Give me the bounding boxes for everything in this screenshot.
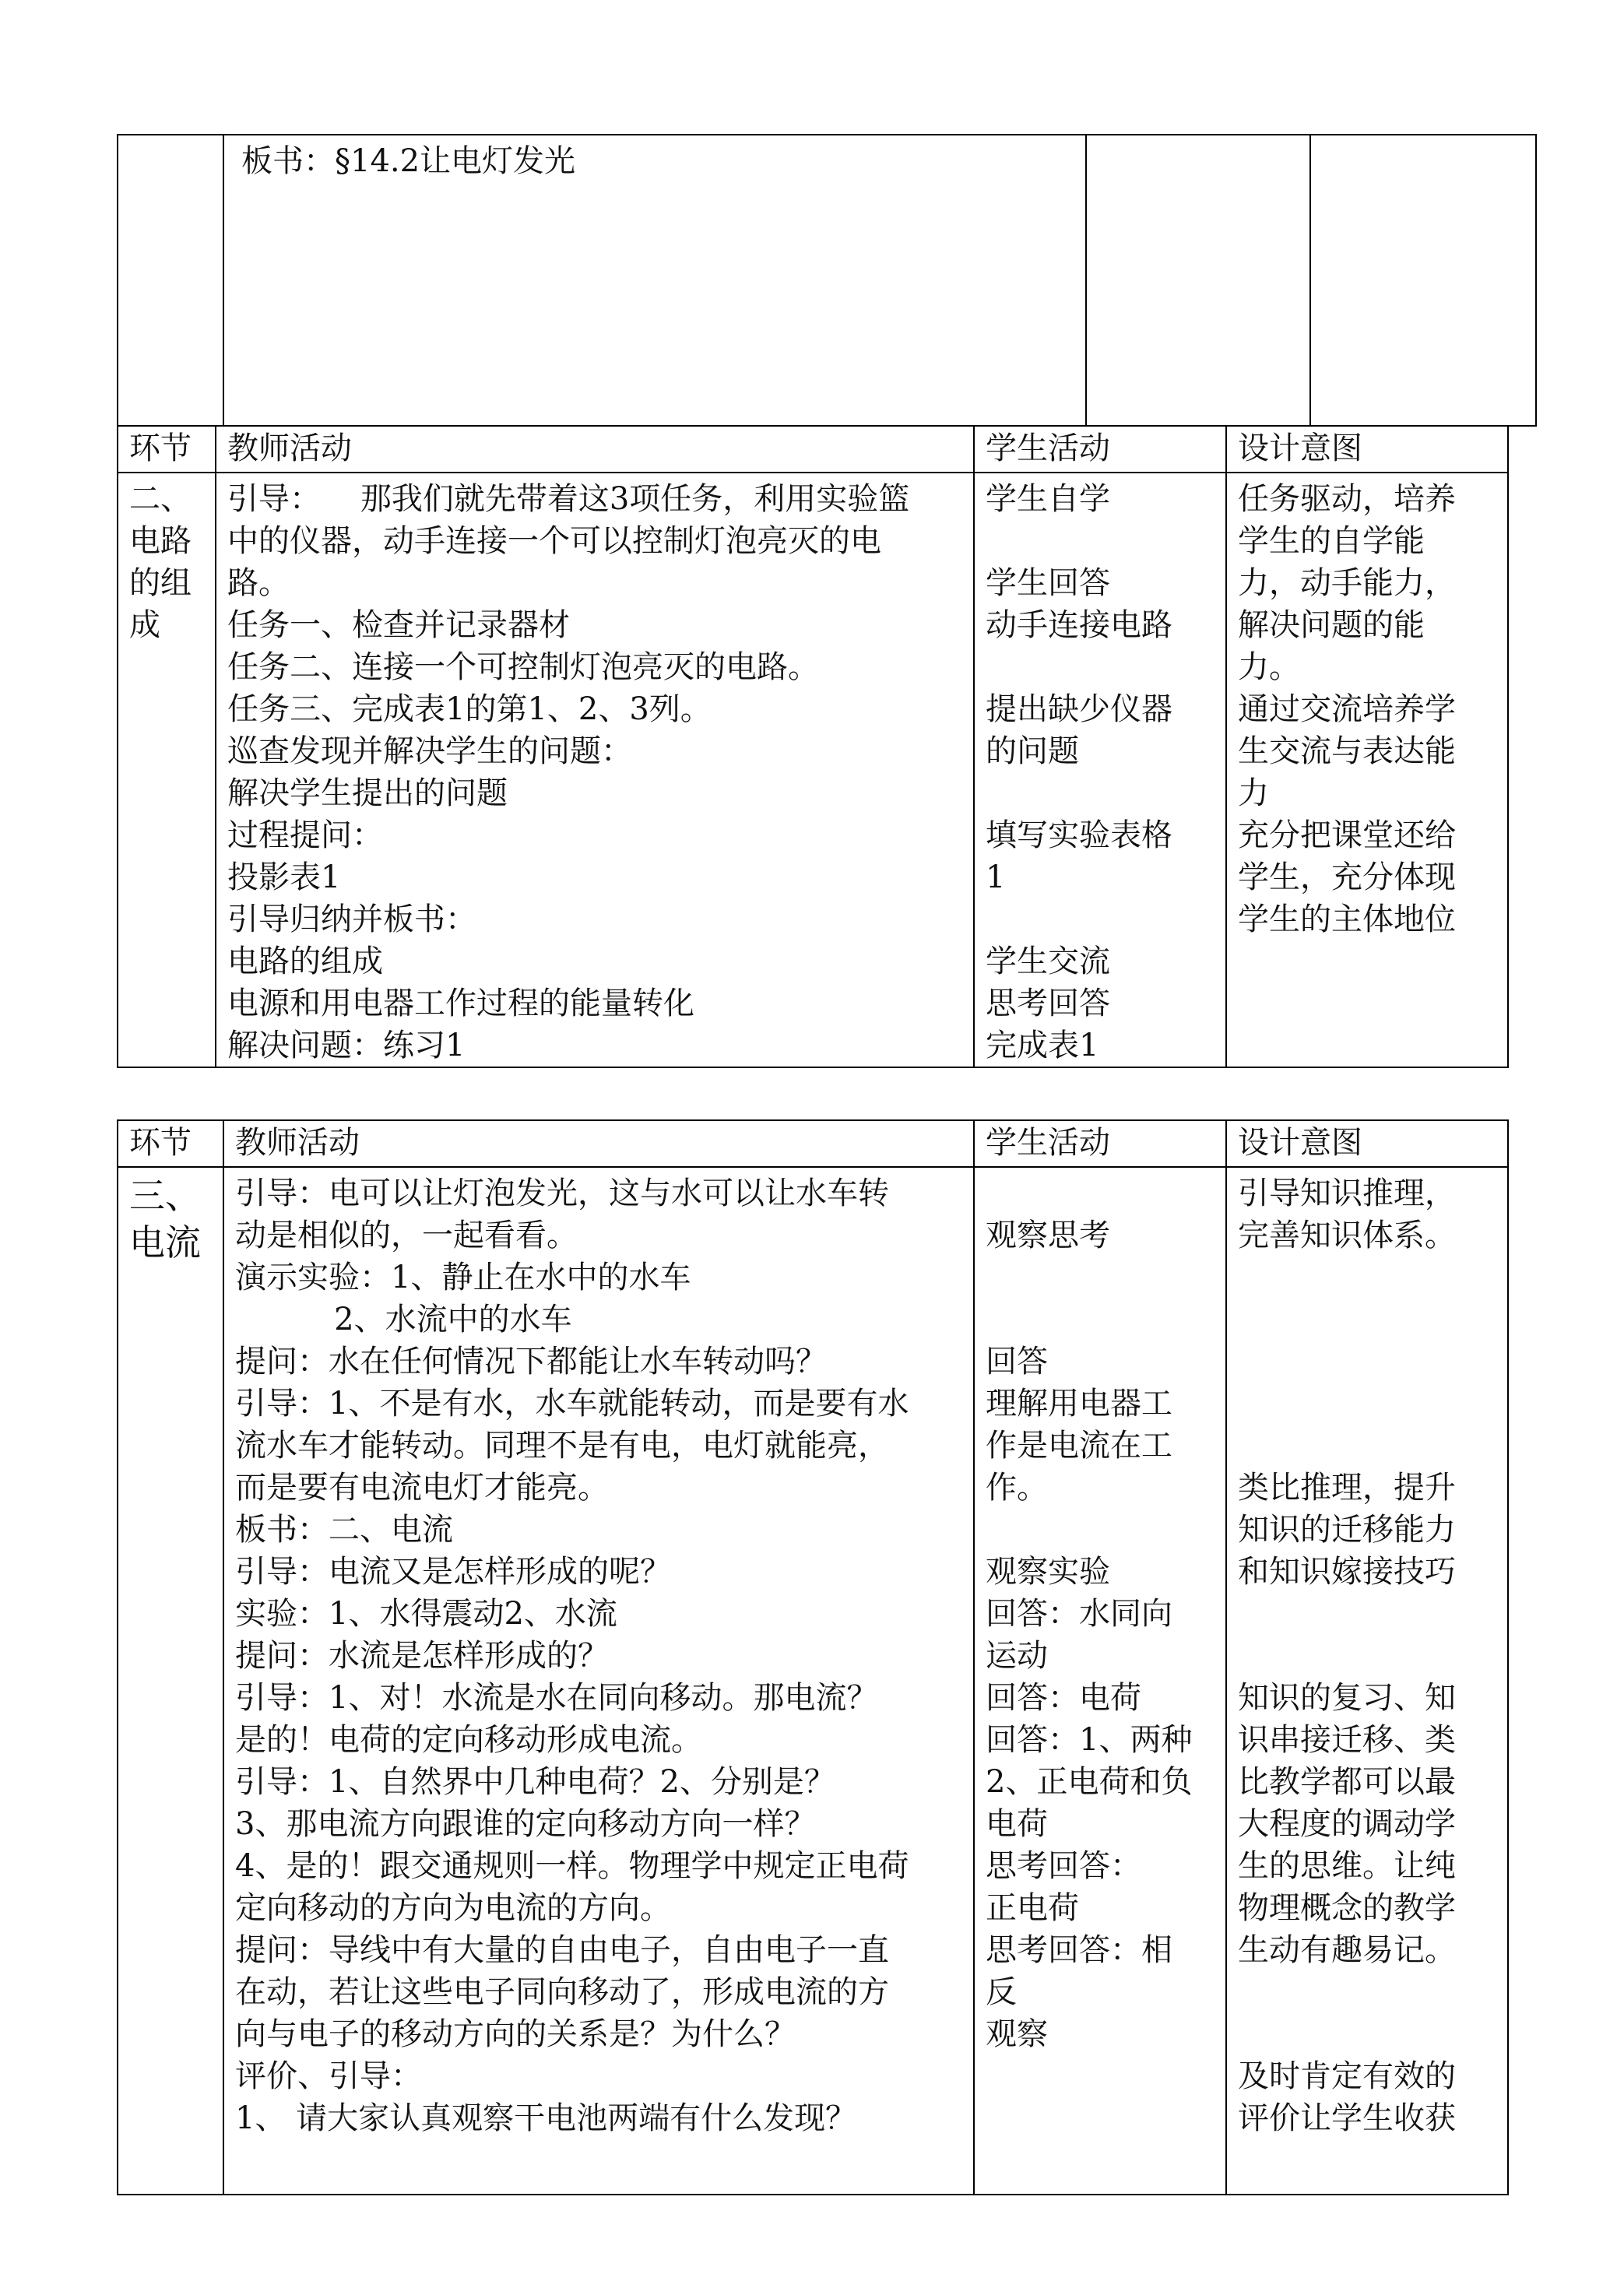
student-activity-line: 思考回答： — [986, 1848, 1141, 1884]
header-design: 设计意图 — [1226, 426, 1508, 473]
header-section: 环节 — [118, 426, 216, 473]
header-student: 学生活动 — [974, 426, 1226, 473]
teacher-activity-line: 巡查发现并解决学生的问题： — [227, 733, 632, 769]
teacher-activity-line: 4、是的！跟交通规则一样。物理学中规定正电荷 — [235, 1848, 909, 1884]
section2-table — [117, 425, 1509, 1068]
student-activity-line: 1 — [986, 859, 1006, 895]
design-intent-line: 充分把课堂还给 — [1238, 817, 1456, 853]
student-activity-line: 运动 — [986, 1638, 1048, 1674]
section2-header-row — [118, 426, 1508, 473]
student-activity-line: 理解用电器工 — [986, 1386, 1172, 1422]
teacher-activity-line: 而是要有电流电灯才能亮。 — [235, 1470, 609, 1506]
teacher-activity-line: 动是相似的，一起看看。 — [235, 1218, 578, 1253]
header-teacher: 教师活动 — [216, 426, 974, 473]
student-activity-line: 提出缺少仪器 — [986, 691, 1172, 727]
board-content-cell — [223, 135, 1086, 426]
teacher-activity-line: 提问：水在任何情况下都能让水车转动吗？ — [235, 1344, 827, 1379]
design-intent-line: 学生的主体地位 — [1238, 901, 1456, 937]
design-intent-line: 力，动手能力， — [1238, 565, 1456, 601]
section3-body-row — [118, 1167, 1508, 2195]
design-intent-line: 任务驱动，培养 — [1238, 481, 1456, 517]
teacher-activity-line: 板书：二、电流 — [235, 1512, 453, 1548]
teacher-activity-line: 实验：1、水得震动2、水流 — [235, 1596, 617, 1632]
design-intent-line: 生的思维。让纯 — [1238, 1848, 1456, 1884]
design-intent-line: 物理概念的教学 — [1238, 1890, 1456, 1926]
section-label-line: 二、 — [129, 481, 192, 517]
teacher-activity-line: 2、水流中的水车 — [235, 1302, 572, 1337]
teacher-activity-line: 过程提问： — [227, 817, 383, 853]
student-activity-line — [986, 520, 1214, 562]
teacher-activity-line: 解决问题：练习1 — [227, 1028, 466, 1063]
student-activity-line — [986, 1172, 1214, 1214]
student-activity-line: 回答：电荷 — [986, 1680, 1141, 1716]
section2-design — [1226, 473, 1508, 1067]
design-intent-line — [1238, 1425, 1496, 1467]
teacher-activity-line: 向与电子的移动方向的关系是？为什么？ — [235, 2016, 796, 2052]
design-intent-line — [1238, 2013, 1496, 2055]
design-intent-line: 力 — [1238, 775, 1269, 811]
design-intent-line: 大程度的调动学 — [1238, 1806, 1456, 1842]
section3-label — [118, 1167, 223, 2195]
student-activity-line — [986, 1299, 1214, 1341]
design-intent-line — [1238, 1383, 1496, 1425]
student-activity-line: 填写实验表格 — [986, 817, 1172, 853]
teacher-activity-line: 引导：电可以让灯泡发光，这与水可以让水车转 — [235, 1176, 889, 1211]
board-student-cell — [1086, 135, 1310, 426]
design-intent-line — [1238, 1593, 1496, 1635]
student-activity-line: 完成表1 — [986, 1028, 1099, 1063]
section2-label — [118, 473, 216, 1067]
design-intent-line: 完善知识体系。 — [1238, 1218, 1456, 1253]
header-teacher: 教师活动 — [223, 1120, 974, 1167]
student-activity-line: 观察 — [986, 2016, 1048, 2052]
teacher-activity-line: 演示实验：1、静止在水中的水车 — [235, 1260, 691, 1295]
design-intent-line: 学生，充分体现 — [1238, 859, 1456, 895]
section3-table — [117, 1119, 1509, 2195]
teacher-activity-line: 中的仪器，动手连接一个可以控制灯泡亮灭的电 — [227, 523, 881, 559]
section3-student — [974, 1167, 1226, 2195]
student-activity-line — [986, 646, 1214, 688]
design-intent-line: 学生的自学能 — [1238, 523, 1425, 559]
student-activity-line: 学生自学 — [986, 481, 1110, 517]
design-intent-line: 类比推理，提升 — [1238, 1470, 1456, 1506]
design-intent-line: 知识的迁移能力 — [1238, 1512, 1456, 1548]
student-activity-line: 作。 — [986, 1470, 1048, 1506]
teacher-activity-line: 解决学生提出的问题 — [227, 775, 508, 811]
student-activity-line: 回答：1、两种 — [986, 1722, 1193, 1758]
design-intent-line: 力。 — [1238, 649, 1300, 685]
teacher-activity-line: 引导：1、自然界中几种电荷？2、分别是？ — [235, 1764, 835, 1800]
design-intent-line: 知识的复习、知 — [1238, 1680, 1456, 1716]
design-intent-line: 及时肯定有效的 — [1238, 2058, 1456, 2094]
student-activity-line: 2、正电荷和负 — [986, 1764, 1193, 1800]
student-activity-line: 观察实验 — [986, 1554, 1110, 1590]
teacher-activity-line: 在动，若让这些电子同向移动了，形成电流的方 — [235, 1974, 889, 2010]
student-activity-line: 的问题 — [986, 733, 1079, 769]
header-student: 学生活动 — [974, 1120, 1226, 1167]
student-activity-line: 作是电流在工 — [986, 1428, 1172, 1464]
student-activity-line: 观察思考 — [986, 1218, 1110, 1253]
board-table — [117, 134, 1537, 427]
board-section-cell — [118, 135, 223, 426]
teacher-activity-line: 引导：电流又是怎样形成的呢？ — [235, 1554, 671, 1590]
design-intent-line: 评价让学生收获 — [1238, 2100, 1456, 2136]
teacher-activity-line: 引导：1、对！水流是水在同向移动。那电流？ — [235, 1680, 878, 1716]
design-intent-line: 比教学都可以最 — [1238, 1764, 1456, 1800]
student-activity-line: 电荷 — [986, 1806, 1048, 1842]
board-line: 板书：§14.2让电灯发光 — [241, 143, 576, 179]
teacher-activity-line: 电源和用电器工作过程的能量转化 — [227, 986, 694, 1021]
design-intent-line: 生交流与表达能 — [1238, 733, 1456, 769]
design-intent-line: 通过交流培养学 — [1238, 691, 1456, 727]
section3-teacher — [223, 1167, 974, 2195]
teacher-activity-line: 1、 请大家认真观察干电池两端有什么发现？ — [235, 2100, 857, 2136]
section2-teacher — [216, 473, 974, 1067]
design-intent-line — [1238, 1256, 1496, 1299]
student-activity-line: 学生回答 — [986, 565, 1110, 601]
section-label-line: 电流 — [129, 1221, 201, 1263]
student-activity-line — [986, 898, 1214, 940]
section2-body-row — [118, 473, 1508, 1067]
design-intent-line: 引导知识推理， — [1238, 1176, 1456, 1211]
section3-design — [1226, 1167, 1508, 2195]
design-intent-line: 识串接迁移、类 — [1238, 1722, 1456, 1758]
teacher-activity-line: 任务一、检查并记录器材 — [227, 607, 570, 643]
teacher-activity-line: 3、那电流方向跟谁的定向移动方向一样？ — [235, 1806, 816, 1842]
teacher-activity-line: 定向移动的方向为电流的方向。 — [235, 1890, 671, 1926]
section-label-line: 的组 — [129, 565, 192, 601]
section-label-line: 成 — [129, 607, 160, 643]
design-intent-line — [1238, 1299, 1496, 1341]
student-activity-line: 正电荷 — [986, 1890, 1079, 1926]
teacher-activity-line: 是的！电荷的定向移动形成电流。 — [235, 1722, 702, 1758]
teacher-activity-line: 路。 — [227, 565, 290, 601]
teacher-activity-line: 电路的组成 — [227, 944, 383, 979]
student-activity-line — [986, 1509, 1214, 1551]
student-activity-line — [986, 1256, 1214, 1299]
design-intent-line: 生动有趣易记。 — [1238, 1932, 1456, 1968]
design-intent-line: 和知识嫁接技巧 — [1238, 1554, 1456, 1590]
teacher-activity-line: 引导归纳并板书： — [227, 901, 476, 937]
student-activity-line: 学生交流 — [986, 944, 1110, 979]
student-activity-line: 动手连接电路 — [986, 607, 1172, 643]
design-intent-line — [1238, 1341, 1496, 1383]
teacher-activity-line: 提问：导线中有大量的自由电子，自由电子一直 — [235, 1932, 889, 1968]
teacher-activity-line: 提问：水流是怎样形成的？ — [235, 1638, 609, 1674]
design-intent-line — [1238, 1971, 1496, 2013]
student-activity-line: 回答：水同向 — [986, 1596, 1172, 1632]
section-label-line: 三、 — [129, 1175, 201, 1217]
student-activity-line: 回答 — [986, 1344, 1048, 1379]
board-design-cell — [1310, 135, 1536, 426]
section3-header-row — [118, 1120, 1508, 1167]
student-activity-line: 反 — [986, 1974, 1017, 2010]
teacher-activity-line: 引导：1、不是有水，水车就能转动，而是要有水 — [235, 1386, 909, 1422]
teacher-activity-line: 流水车才能转动。同理不是有电，电灯就能亮， — [235, 1428, 889, 1464]
teacher-activity-line: 引导： 那我们就先带着这3项任务，利用实验篮 — [227, 481, 910, 517]
teacher-activity-line: 任务三、完成表1的第1、2、3列。 — [227, 691, 712, 727]
teacher-activity-line: 任务二、连接一个可控制灯泡亮灭的电路。 — [227, 649, 819, 685]
design-intent-line — [1238, 1635, 1496, 1677]
teacher-activity-line: 投影表1 — [227, 859, 341, 895]
student-activity-line: 思考回答：相 — [986, 1932, 1172, 1968]
section-label-line: 电路 — [129, 523, 192, 559]
teacher-activity-line: 评价、引导： — [235, 2058, 422, 2094]
design-intent-line: 解决问题的能 — [1238, 607, 1425, 643]
header-section: 环节 — [118, 1120, 223, 1167]
student-activity-line — [986, 772, 1214, 814]
header-design: 设计意图 — [1226, 1120, 1508, 1167]
student-activity-line: 思考回答 — [986, 986, 1110, 1021]
section2-student — [974, 473, 1226, 1067]
